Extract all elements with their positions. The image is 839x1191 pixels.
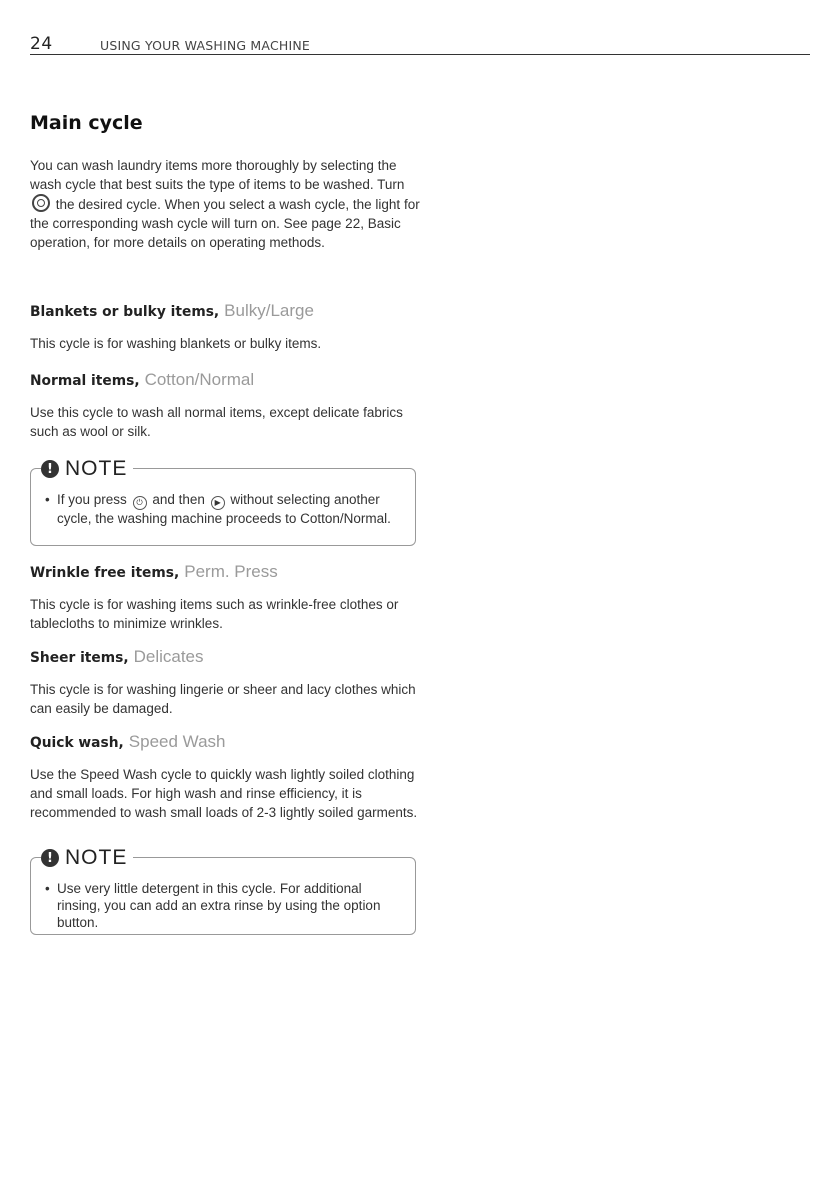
page-number: 24 bbox=[30, 34, 53, 54]
start-pause-icon: ▶ bbox=[211, 496, 225, 510]
note-text-3: without selecting another cycle, the washing machine proceeds to Cotton/Normal. bbox=[57, 492, 391, 526]
cycle-name: Cotton/Normal bbox=[144, 370, 255, 389]
intro-text-1: You can wash laundry items more thoroughly by selecting the wash cycle that best suits the type of items to be washed. Turn bbox=[30, 158, 405, 192]
cycle-label: Normal items, bbox=[30, 373, 140, 389]
cycle-label: Blankets or bulky items, bbox=[30, 304, 220, 320]
dial-icon bbox=[32, 194, 50, 212]
cycle-name: Bulky/Large bbox=[224, 301, 314, 320]
note-text-body: Use very little detergent in this cycle. For additional rinsing, you can add an extra rinse by using the option button. bbox=[57, 881, 381, 930]
note-icon: ! bbox=[41, 849, 59, 867]
power-icon: ⏻ bbox=[133, 496, 147, 510]
cycle-heading-perm-press bbox=[30, 562, 278, 582]
cycle-heading-bulky bbox=[30, 301, 314, 321]
note-header bbox=[41, 846, 133, 870]
note-label: NOTE bbox=[65, 846, 128, 869]
cycle-desc-perm-press: This cycle is for washing items such as wrinkle-free clothes or tablecloths to minimize wrinkles. bbox=[30, 597, 399, 631]
cycle-label: Sheer items, bbox=[30, 650, 129, 666]
note-text: • Use very little detergent in this cycle. For additional rinsing, you can add an extra rinse by using the option button. bbox=[45, 880, 405, 931]
cycle-heading-delicates bbox=[30, 647, 204, 667]
note-text: • If you press ⏻ and then ▶ without selecting another cycle, the washing machine proceeds to Cotton/Normal. bbox=[45, 492, 391, 526]
cycle-name: Speed Wash bbox=[128, 732, 226, 751]
cycle-name: Delicates bbox=[133, 647, 204, 666]
cycle-desc-speed-wash: Use the Speed Wash cycle to quickly wash lightly soiled clothing and small loads. For high wash and rinse efficiency, it is recommended to wash small loads of 2-3 lightly soiled garments. bbox=[30, 767, 418, 820]
cycle-heading-normal bbox=[30, 370, 254, 390]
cycle-heading-speed-wash bbox=[30, 732, 226, 752]
cycle-desc-normal: Use this cycle to wash all normal items, except delicate fabrics such as wool or silk. bbox=[30, 405, 403, 439]
note-box-1 bbox=[30, 457, 416, 546]
cycle-desc-delicates: This cycle is for washing lingerie or sheer and lacy clothes which can easily be damaged. bbox=[30, 682, 416, 716]
cycle-desc-bulky: This cycle is for washing blankets or bulky items. bbox=[30, 336, 322, 351]
cycle-name: Perm. Press bbox=[184, 562, 278, 581]
cycle-label: Quick wash, bbox=[30, 735, 124, 751]
note-header bbox=[41, 457, 133, 481]
page-header bbox=[30, 34, 810, 60]
page-title: Main cycle bbox=[30, 112, 143, 134]
note-icon: ! bbox=[41, 460, 59, 478]
note-text-1: If you press bbox=[57, 492, 127, 507]
intro-text-2: the desired cycle. When you select a wash cycle, the light for the corresponding wash cycle will turn on. See page 22, Basic operation, for more details on operating methods. bbox=[30, 197, 420, 250]
cycle-label: Wrinkle free items, bbox=[30, 565, 180, 581]
intro-paragraph bbox=[30, 156, 420, 252]
section-title: USING YOUR WASHING MACHINE bbox=[100, 38, 311, 53]
note-box-2 bbox=[30, 846, 416, 935]
note-text-2: and then bbox=[152, 492, 205, 507]
note-label: NOTE bbox=[65, 457, 128, 480]
header-divider bbox=[30, 54, 810, 55]
